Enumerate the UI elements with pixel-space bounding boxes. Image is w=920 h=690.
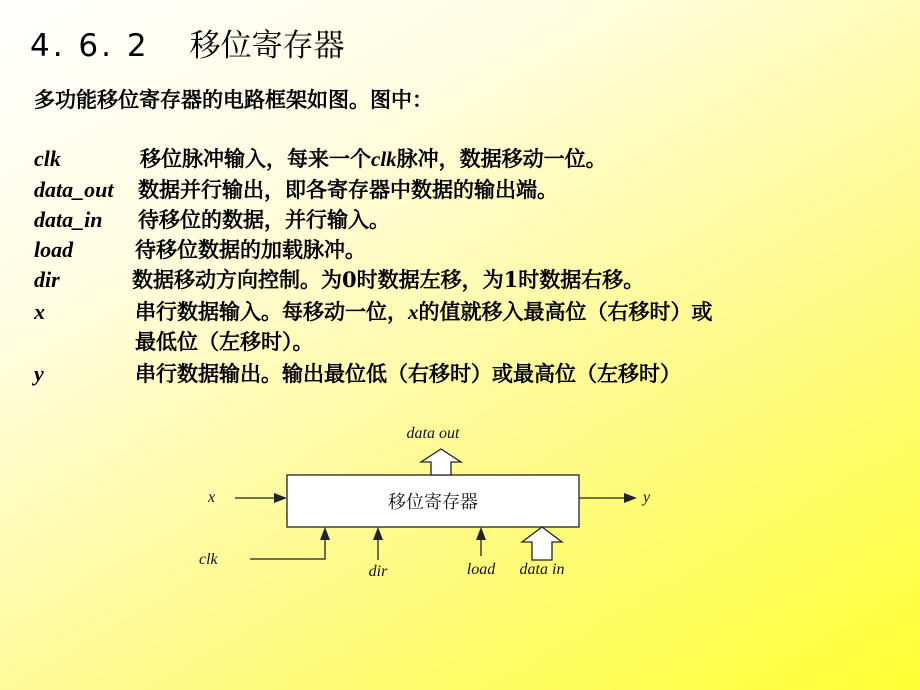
shift-register-block-label: 移位寄存器 — [388, 492, 478, 513]
data-out-bus-arrow — [421, 449, 461, 475]
term-x: x — [34, 299, 45, 324]
y-output-arrow — [579, 493, 637, 503]
load-input-arrow — [476, 527, 486, 556]
term-load: load — [34, 237, 74, 262]
clk-input-label: clk — [199, 551, 218, 568]
x-input-label: x — [208, 489, 216, 506]
desc-data-in: 待移位的数据，并行输入。 — [138, 207, 390, 232]
term-data-out: data_out — [34, 177, 114, 202]
desc-load: 待移位数据的加载脉冲。 — [135, 237, 366, 262]
desc-x: 串行数据输入。每移动一位，x的值就移入最高位（右移时）或 — [135, 299, 713, 324]
y-output-label: y — [643, 489, 651, 506]
data-in-bus-arrow — [522, 527, 562, 560]
desc-clk: 移位脉冲输入，每来一个clk脉冲，数据移动一位。 — [140, 146, 607, 171]
desc-x-line2: 最低位（左移时）。 — [135, 329, 314, 354]
dir-input-label: dir — [368, 563, 388, 580]
data-out-label: data out — [406, 425, 460, 442]
load-input-label: load — [466, 561, 496, 578]
term-data-in: data_in — [34, 207, 103, 232]
term-y: y — [34, 361, 44, 386]
clk-input-arrow — [250, 527, 330, 559]
section-number: 4. 6. 2 — [30, 28, 150, 64]
dir-input-arrow — [373, 527, 383, 560]
desc-dir: 数据移动方向控制。为0时数据左移，为1时数据右移。 — [132, 267, 645, 292]
term-clk: clk — [34, 146, 61, 171]
desc-data-out: 数据并行输出，即各寄存器中数据的输出端。 — [138, 177, 558, 202]
section-title: 移位寄存器 — [189, 28, 345, 64]
data-in-label: data in — [519, 561, 565, 578]
term-dir: dir — [34, 267, 60, 292]
desc-y: 串行数据输出。输出最位低（右移时）或最高位（左移时） — [135, 361, 681, 386]
intro-text: 多功能移位寄存器的电路框架如图。图中： — [34, 87, 433, 112]
x-input-arrow — [235, 493, 287, 503]
